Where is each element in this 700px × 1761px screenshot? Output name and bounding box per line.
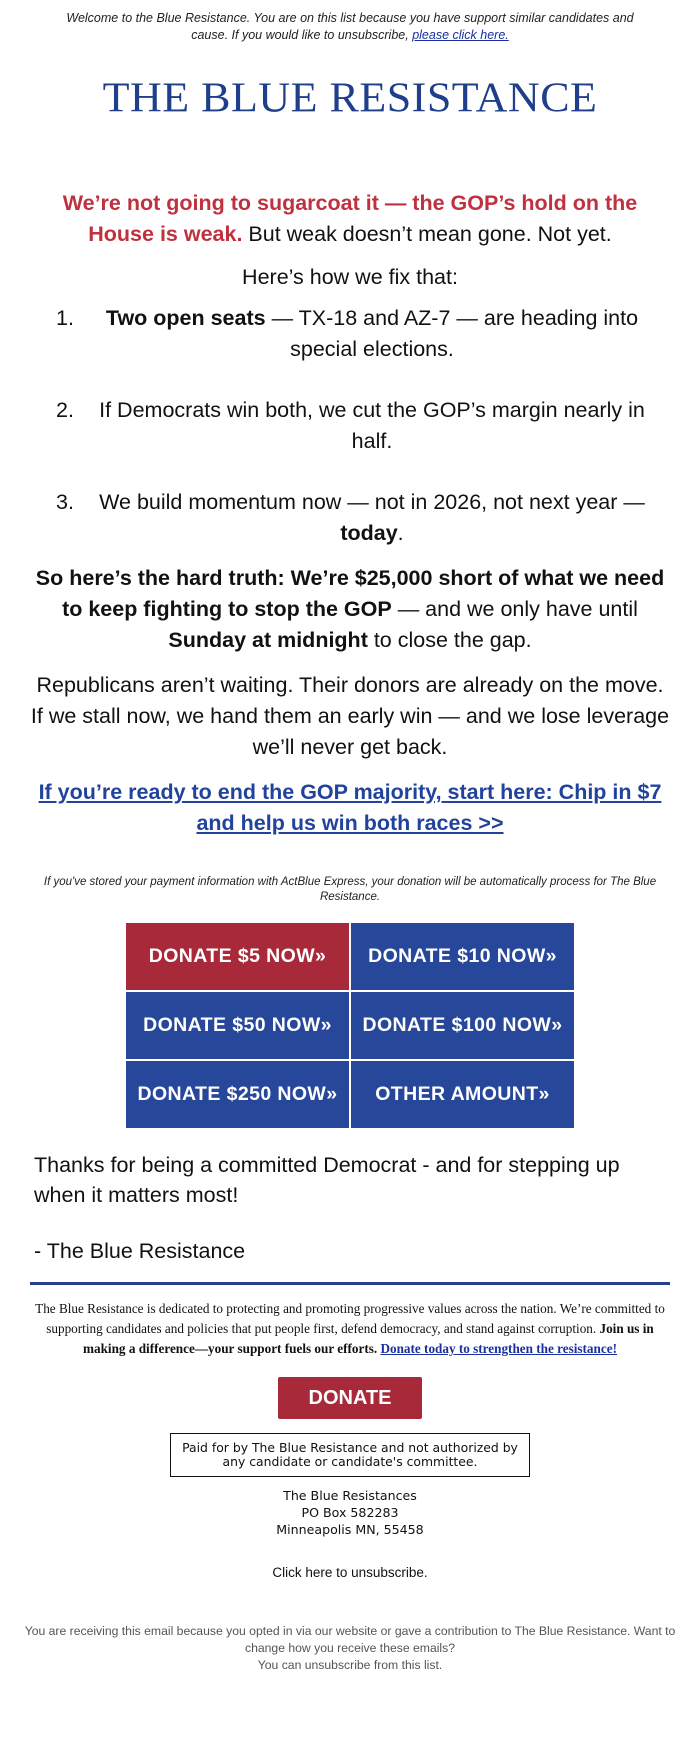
republicans-paragraph: Republicans aren’t waiting. Their donors are already on the move. If we stall now, we hand them an early win — and we lose leverage we’ll never get back. xyxy=(30,673,670,759)
step-bold: Two open seats xyxy=(105,306,266,330)
paid-for-disclaimer: Paid for by The Blue Resistance and not authorized by any candidate or candidate's committee. xyxy=(170,1433,530,1477)
step-body: We build momentum now — not in 2026, not next year — xyxy=(99,490,645,514)
donate-250-button[interactable]: DONATE $250 NOW» xyxy=(126,1061,349,1128)
hard-truth-paragraph xyxy=(0,563,700,656)
preheader-unsubscribe-link[interactable]: please click here. xyxy=(412,28,509,42)
step-number: 3. xyxy=(56,490,74,514)
donate-button-grid xyxy=(126,923,574,1128)
chip-in-cta-link[interactable]: If you’re ready to end the GOP majority, start here: Chip in $7 and help us win both races >> xyxy=(38,780,662,835)
address-line-1: The Blue Resistances xyxy=(283,1488,417,1503)
step-number: 2. xyxy=(56,398,74,422)
lede-rest: But weak doesn’t mean gone. Not yet. xyxy=(242,222,612,246)
mailing-address xyxy=(0,1487,700,1538)
other-amount-button[interactable]: OTHER AMOUNT» xyxy=(351,1061,574,1128)
step-item-1 xyxy=(56,303,654,365)
mission-statement xyxy=(0,1299,700,1359)
steps-list xyxy=(0,303,700,549)
mission-donate-link[interactable]: Donate today to strengthen the resistance! xyxy=(380,1341,617,1356)
footer-line-1: You are receiving this email because you opted in via our website or gave a contribution to The Blue Resistance. Want to change how you receive these emails? xyxy=(24,1624,676,1655)
step-tail: . xyxy=(397,521,404,545)
step-item-2 xyxy=(56,395,654,457)
step-text xyxy=(90,487,654,549)
donate-50-button[interactable]: DONATE $50 NOW» xyxy=(126,992,349,1059)
preheader-text: Welcome to the Blue Resistance. You are on this list because you have support similar candidates and cause. If you would like to unsubscribe, xyxy=(66,11,634,42)
donate-10-button[interactable]: DONATE $10 NOW» xyxy=(351,923,574,990)
brand-logo: THE BLUE RESISTANCE xyxy=(102,74,598,121)
address-line-2: PO Box 582283 xyxy=(301,1505,399,1520)
step-item-3 xyxy=(56,487,654,549)
step-bold: today xyxy=(340,521,398,545)
footer-note xyxy=(0,1623,700,1674)
mission-bold: Join us in making a difference—your support fuels our efforts. xyxy=(83,1321,654,1356)
footer-divider xyxy=(30,1282,670,1285)
donate-button[interactable]: DONATE xyxy=(278,1377,422,1419)
step-body: — TX-18 and AZ-7 — are heading into special elections. xyxy=(265,306,639,361)
donate-5-button[interactable]: DONATE $5 NOW» xyxy=(126,923,349,990)
step-text: If Democrats win both, we cut the GOP’s margin nearly in half. xyxy=(99,398,645,453)
hard-truth-end: to close the gap. xyxy=(367,628,532,652)
mission-text: The Blue Resistance is dedicated to protecting and promoting progressive values across the nation. We’re committed to supporting candidates and policies that put people first, defend democracy, and stand against corruption. xyxy=(35,1301,665,1336)
lede-paragraph xyxy=(0,188,700,250)
thanks-paragraph: Thanks for being a committed Democrat - and for stepping up when it matters most! xyxy=(34,1153,620,1207)
unsubscribe-link[interactable]: Click here to unsubscribe. xyxy=(272,1565,428,1580)
how-we-fix-heading: Here’s how we fix that: xyxy=(242,265,458,289)
actblue-express-note: If you've stored your payment information with ActBlue Express, your donation will be automatically process for The Blue Resistance. xyxy=(43,876,657,903)
address-line-3: Minneapolis MN, 55458 xyxy=(276,1522,424,1537)
hard-truth-mid: — and we only have until xyxy=(391,597,638,621)
footer-line-2[interactable]: You can unsubscribe from this list. xyxy=(257,1658,443,1672)
step-number: 1. xyxy=(56,306,74,330)
deadline-bold: Sunday at midnight xyxy=(168,628,368,652)
hard-truth-bold: So here’s the hard truth: We’re $25,000 short of what we need to keep fighting to stop the GOP xyxy=(35,566,665,621)
step-text xyxy=(90,303,654,365)
lede-headline: We’re not going to sugarcoat it — the GOP’s hold on the House is weak. xyxy=(62,191,638,246)
signoff: - The Blue Resistance xyxy=(34,1239,246,1263)
donate-100-button[interactable]: DONATE $100 NOW» xyxy=(351,992,574,1059)
preheader xyxy=(0,0,700,44)
